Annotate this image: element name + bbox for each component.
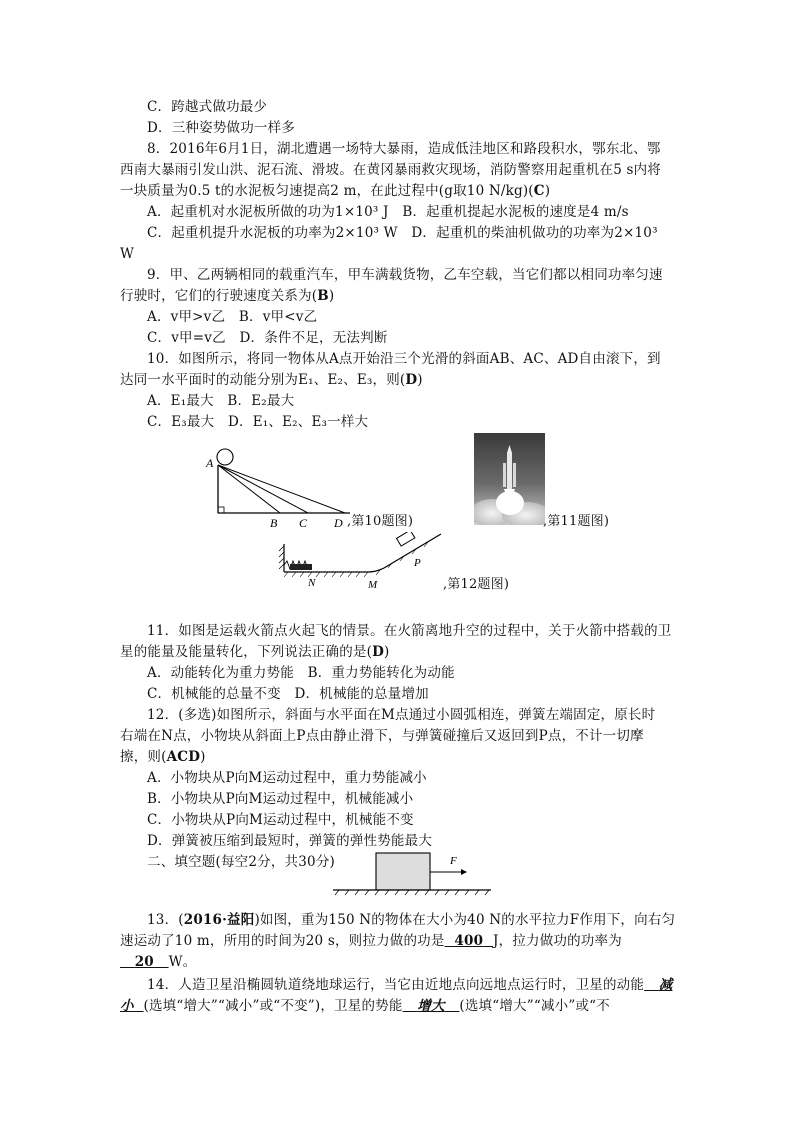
text-line-l01: C．跨越式做功最少 [147, 99, 268, 115]
q13-post: )如图，重为150 N的物体在大小为40 N的水平拉力F作用下，向右匀 [254, 912, 676, 928]
answer-l10: B [317, 288, 329, 304]
text-line-l26: C．小物块从P向M运动过程中，机械能不变 [147, 812, 414, 828]
q13-line2-post: J，拉力做功的功率为 [492, 933, 622, 949]
text-line-l05: 一块质量为0.5 t的水泥板匀速提高2 m，在此过程中(g取10 N/kg)(C) [120, 183, 551, 199]
label-B: B [270, 516, 278, 530]
q14-line1 [147, 975, 672, 995]
text-line-l19: A．动能转化为重力势能 B．重力势能转化为动能 [147, 665, 455, 681]
answer-l14: D [405, 372, 418, 388]
text-line-l25: B．小物块从P向M运动过程中，机械能减小 [147, 791, 414, 807]
q13-answer1: 400 [454, 933, 484, 949]
text-line-l20: C．机械能的总量不变 D．机械能的总量增加 [147, 686, 429, 702]
q14-answer1b: 小 [120, 998, 134, 1014]
q13-pre: 13．( [147, 912, 184, 928]
text-line-l03: 8．2016年6月1日，湖北遭遇一场特大暴雨，造成低洼地区和路段积水，鄂东北、鄂 [147, 141, 661, 157]
q13-source: 2016·益阳 [183, 912, 255, 928]
figure-13-block-force [333, 850, 493, 900]
text-line-l04: 西南大暴雨引发山洪、泥石流、滑坡。在黄冈暴雨救灾现场，消防警察用起重机在5 s内将 [120, 162, 662, 178]
q13-line3-post: W。 [168, 954, 197, 970]
text-line-l12: C．v甲=v乙 D．条件不足，无法判断 [147, 330, 388, 346]
q14-answer1a: 减 [658, 977, 673, 993]
text-line-l24: A．小物块从P向M运动过程中，重力势能减小 [147, 770, 427, 786]
text-line-l16: C．E₃最大 D．E₁、E₂、E₃一样大 [147, 414, 369, 430]
figure-11-caption: ,第11题图) [543, 514, 610, 529]
text-line-l11: A．v甲>v乙 B．v甲<v乙 [147, 309, 318, 325]
q14-line2-post1: (选填“增大”“减小”或“不变”)，卫星的势能 [143, 998, 403, 1014]
label-M: M [368, 579, 378, 591]
q14-answer2: 增大 [417, 998, 445, 1014]
label-C: C [299, 516, 308, 530]
label-A: A [206, 456, 214, 470]
answer-l05: C [533, 183, 545, 199]
text-line-l27: D．弹簧被压缩到最短时，弹簧的弹性势能最大 [147, 833, 433, 849]
q14-line2 [120, 996, 610, 1016]
label-P: P [414, 557, 421, 569]
text-line-l18: 星的能量及能量转化，下列说法正确的是(D) [120, 644, 390, 660]
figure-10-caption: ,第10题图) [347, 514, 414, 529]
text-line-l02: D．三种姿势做功一样多 [147, 120, 296, 136]
q14-pre: 14．人造卫星沿椭圆轨道绕地球运行，当它由近地点向远地点运行时，卫星的动能 [147, 977, 645, 993]
answer-l18: D [372, 644, 384, 660]
figure-11-rocket-photo [474, 433, 545, 525]
label-N: N [308, 577, 316, 589]
text-line-l08: W [120, 246, 135, 262]
text-line-l17: 11．如图是运载火箭点火起飞的情景。在火箭离地升空的过程中，关于火箭中搭载的卫 [147, 623, 672, 639]
figure-12-caption: ,第12题图) [443, 577, 510, 592]
label-D: D [334, 516, 343, 530]
q13-line3 [120, 952, 196, 972]
answer-l23: ACD [166, 749, 201, 765]
label-F: F [450, 855, 457, 867]
text-line-l28: 二、填空题(每空2分，共30分) [147, 854, 336, 870]
text-line-l22: 右端在N点，小物块从斜面上P点由静止滑下，与弹簧碰撞后又返回到P点，不计一切摩 [120, 728, 644, 744]
text-line-l09: 9．甲、乙两辆相同的载重汽车，甲车满载货物，乙车空载，当它们都以相同功率匀速 [147, 267, 663, 283]
q14-line2-post2: (选填“增大”“减小”或“不 [459, 998, 610, 1014]
q13-line2-pre: 速运动了10 m，所用的时间为20 s，则拉力做的功是 [120, 933, 445, 949]
text-line-l06: A．起重机对水泥板所做的功为1×10³ J B．起重机提起水泥板的速度是4 m/s [147, 204, 629, 220]
text-line-l07: C．起重机提升水泥板的功率为2×10³ W D．起重机的柴油机做功的功率为2×10³ [147, 225, 658, 241]
text-line-l23: 擦，则(ACD) [120, 749, 206, 765]
text-line-l14: 达同一水平面时的动能分别为E₁、E₂、E₃，则(D) [120, 372, 423, 388]
text-line-l21: 12．(多选)如图所示，斜面与水平面在M点通过小圆弧相连，弹簧左端固定，原长时 [147, 707, 656, 723]
q13-line2 [120, 931, 622, 951]
q13-answer2: 20 [134, 954, 154, 970]
figure-12-spring-incline [276, 532, 446, 592]
q13-line1 [147, 910, 675, 930]
text-line-l10: 行驶时，它们的行驶速度关系为(B) [120, 288, 335, 304]
text-line-l15: A．E₁最大 B．E₂最大 [147, 393, 295, 409]
text-line-l13: 10．如图所示，将同一物体从A点开始沿三个光滑的斜面AB、AC、AD自由滚下，到 [147, 351, 661, 367]
